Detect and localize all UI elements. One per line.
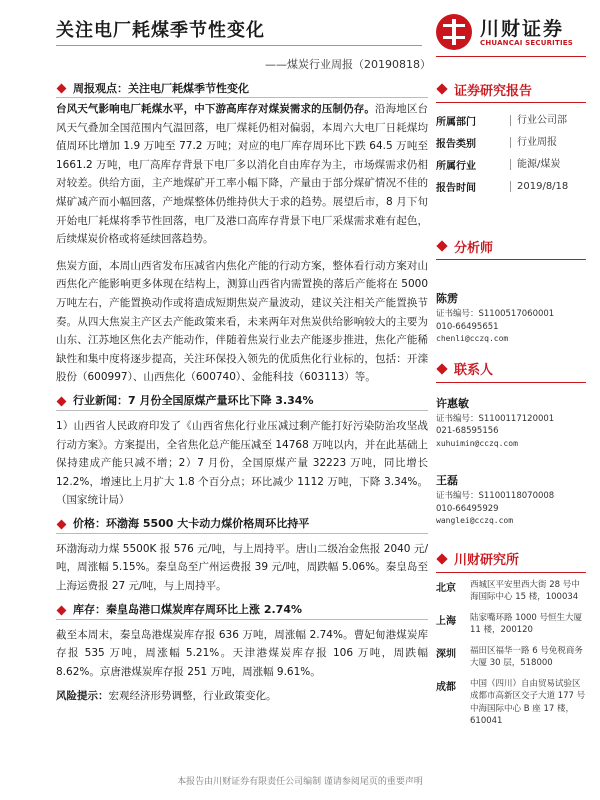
header-divider xyxy=(56,45,422,46)
logo-divider xyxy=(436,56,586,57)
analyst-cert: 证书编号：S1100517060001 xyxy=(436,309,555,319)
office-shanghai: 上海 陆家嘴环路 1000 号恒生大厦 11 楼，200120 xyxy=(436,612,583,635)
info-row-industry: 所属行业 能源/煤炭 xyxy=(436,153,586,175)
risk-label: 风险提示： xyxy=(56,690,109,703)
logo-english-name: CHUANCAI SECURITIES xyxy=(480,39,573,47)
analyst-email: chenli@cczq.com xyxy=(436,334,509,343)
summary-lead: 台风天气影响电厂耗煤水平，中下游高库存对煤炭需求的压制仍存。 xyxy=(56,103,375,115)
section-inventory-heading: 库存：秦皇岛港口煤炭库存周环比上涨 2.74% xyxy=(56,602,428,620)
sidebar xyxy=(436,80,586,728)
section-price-heading: 价格：环渤海 5500 大卡动力煤价格周环比持平 xyxy=(56,516,428,534)
diamond-bullet-icon xyxy=(57,396,67,406)
risk-text: 宏观经济形势调整，行业政策变化。 xyxy=(108,690,277,703)
report-info-table xyxy=(436,109,586,197)
diamond-bullet-icon xyxy=(436,240,447,251)
contact-cert: 证书编号：S1100117120001 xyxy=(436,413,555,424)
analyst-heading: 分析师 xyxy=(436,237,586,255)
price-paragraph: 环渤海动力煤 5500K 报 576 元/吨，与上周持平。唐山二级冶金焦报 2040 元/吨，周涨幅 5.15%。秦皇岛至广州运费报 39 元/吨，周跌幅 5.06%。秦皇岛至上海运费报 27 元/吨，与上周持平。 xyxy=(56,542,428,593)
contact-divider xyxy=(436,382,586,383)
contact-cert: 证书编号：S1100118070008 xyxy=(436,491,555,501)
news-paragraph: 1）山西省人民政府印发了《山西省焦化行业压减过剩产能打好污染防治攻坚战行动方案》。方案提出，全省焦化总产能压减至 14768 万吨以内，并在此基础上保持建成产能只减不增；2）7 月份，全国原煤产量 32223 万吨，同比增长 12.2%，增速比上月扩大 1.8 个百分点；环比减少 1112 万吨，下降 3.34%。（国家统计局） xyxy=(56,419,428,507)
summary-paragraph-1 xyxy=(56,100,428,249)
diamond-bullet-icon xyxy=(436,553,447,564)
company-logo xyxy=(436,14,586,50)
analyst-divider xyxy=(436,259,586,260)
office-chengdu: 成都 中国（四川）自由贸易试验区成都市高新区交子大道 177 号中海国际中心 B 座 17 楼，610041 xyxy=(436,678,586,726)
institute-heading: 川财研究所 xyxy=(436,550,586,568)
contact-name: 许惠敏 xyxy=(436,396,469,410)
report-subtitle: ——煤炭行业周报（20190818） xyxy=(265,58,431,71)
analyst-phone: 010-66495651 xyxy=(436,321,499,332)
diamond-bullet-icon xyxy=(436,363,447,374)
info-row-category: 报告类别 行业周报 xyxy=(436,131,586,153)
summary-text-1: 沿海地区台风天气叠加全国范围内气温回落，电厂煤耗仍相对偏弱，本周六大电厂日耗煤均值周环比增加 1.9 万吨至 77.2 万吨；对应的电厂库存周环比下跌 64.5 万吨至 1661.2 万吨，电厂高库存背景下电厂多以消化自由库存为主，市场煤需求仍相对较差。供给方面，主产地煤矿开工率小幅下降，产量由于部分煤矿情况不佳的煤矿减产而小幅回落，产地煤整体仍维持供大于求的趋势。展望后市，8 月下旬开始电厂耗煤将季节性回落，电厂及港口高库存背景下电厂采煤需求难有起色，后续煤炭价格或将延续回落趋势。 xyxy=(56,103,429,246)
contact-phone: 021-68595156 xyxy=(436,426,499,436)
inventory-paragraph: 截至本周末，秦皇岛港煤炭库存报 636 万吨，周涨幅 2.74%。曹妃甸港煤炭库存报 535 万吨，周涨幅 5.21%。天津港煤炭库存报 106 万吨，周跌幅 8.62%。京唐港煤炭库存报 251 万吨，周涨幅 9.61%。 xyxy=(56,628,428,678)
office-beijing: 北京 西城区平安里西大街 28 号中海国际中心 15 楼，100034 xyxy=(436,579,580,602)
section-summary-heading: 周报观点：关注电厂耗煤季节性变化 xyxy=(56,80,428,98)
risk-warning xyxy=(56,687,428,705)
report-title: 关注电厂耗煤季节性变化 xyxy=(56,20,265,41)
summary-paragraph-2: 焦炭方面，本周山西省发布压减省内焦化产能的行动方案，整体看行动方案对山西焦化产能影响更多体现在结构上，测算山西省内需置换的落后产能将在 5000 万吨左右，产能置换动作或将造成短期焦炭产量波动，建议关注相关产能置换节奏。从四大焦炭主产区去产能政策来看，未来两年对焦炭供给影响较大的主要为山东、江苏地区焦化去产能动作，伴随着焦炭行业去产能逐步推进，焦化产能稀缺性和集中度将逐步提高，关注环保投入领先的优质焦化行业标的，包括：开滦股份（600997）、山西焦化（600740）、金能科技（603113）等。 xyxy=(56,259,428,384)
office-shenzhen: 深圳 福田区福华一路 6 号免税商务大厦 30 层，518000 xyxy=(436,645,583,668)
main-content xyxy=(56,80,428,705)
logo-name: 川财证券 xyxy=(480,18,565,40)
info-row-department: 所属部门 行业公司部 xyxy=(436,109,586,131)
contact-email: xuhuimin@cczq.com xyxy=(436,438,518,448)
contact-name: 王磊 xyxy=(436,474,458,487)
logo-mark-icon xyxy=(436,14,472,50)
diamond-bullet-icon xyxy=(436,83,447,94)
diamond-bullet-icon xyxy=(57,519,67,529)
diamond-bullet-icon xyxy=(57,84,67,94)
contact-email: wanglei@cczq.com xyxy=(436,516,514,525)
contact-phone: 010-66495929 xyxy=(436,503,499,514)
page-footer: 本报告由川财证券有限责任公司编制 谨请参阅尾页的重要声明 xyxy=(177,777,423,787)
info-row-date: 报告时间 2019/8/18 xyxy=(436,175,586,197)
report-info-heading: 证券研究报告 xyxy=(436,80,586,98)
contact-heading: 联系人 xyxy=(436,360,586,378)
institute-divider xyxy=(436,572,586,573)
diamond-bullet-icon xyxy=(57,605,67,615)
report-info-divider xyxy=(436,102,586,103)
section-news-heading: 行业新闻：7 月份全国原煤产量环比下降 3.34% xyxy=(56,393,428,411)
analyst-name: 陈雳 xyxy=(436,292,458,305)
